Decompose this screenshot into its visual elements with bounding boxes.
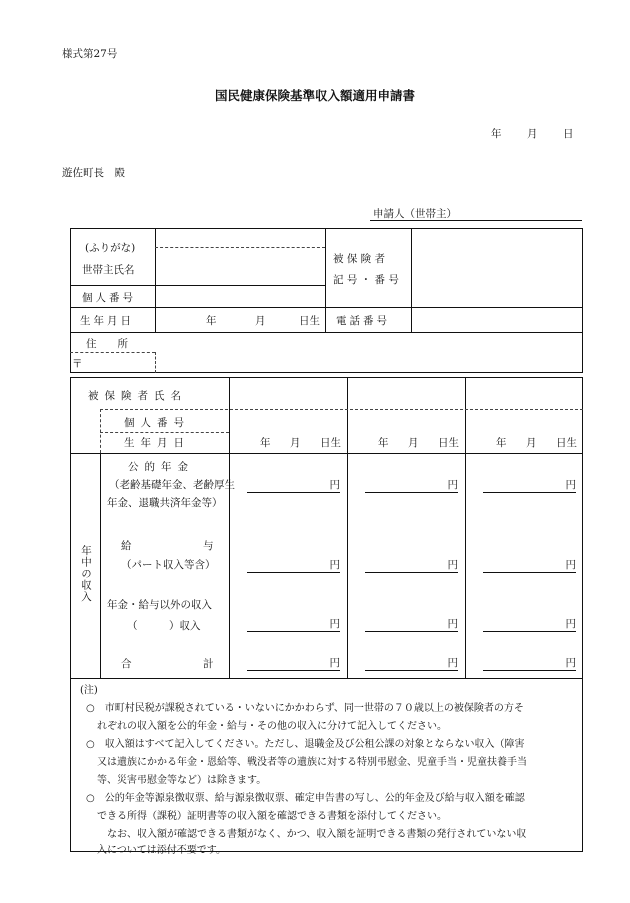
other-income-detail: （ ）収入 [127,620,201,632]
note-3-line-3: なお、収入額が確認できる書類がなく、かつ、収入額を証明できる書類の発行されていない収 [107,829,527,840]
salary-label-b: 与 [203,540,214,552]
birth-month[interactable]: 月 [255,315,266,327]
total-amount-1[interactable]: 円 [247,655,340,671]
salary-amount-2[interactable]: 円 [365,557,458,573]
pension-amount-1[interactable]: 円 [247,477,340,493]
date-year[interactable]: 年 [491,128,502,140]
personal-number-field[interactable] [156,287,324,306]
personal-number-label: 個人番号 [82,292,136,304]
head-name-field[interactable] [156,250,324,284]
total-label-b: 計 [203,658,214,670]
note-3-line-1: ○ 公的年金等源泉徴収票、給与源泉徴収票、確定申告書の写し、公的年金及び給与収入額を確認 [86,793,525,804]
insured-name-label: 被保険者氏名 [88,390,187,402]
pension-amount-3[interactable]: 円 [483,477,576,493]
birth-date-label: 生年月日 [80,315,134,327]
birth-day[interactable]: 日生 [299,315,320,327]
note-2-line-2: 又は遺族にかかる年金・恩給等、戦没者等の遺族に対する特別弔慰金、児童手当・児童扶養手当 [97,757,527,768]
salary-amount-1[interactable]: 円 [247,557,340,573]
addressee: 遊佐町長 殿 [62,167,125,179]
address-label: 住 所 [86,338,128,350]
pension-amount-2[interactable]: 円 [365,477,458,493]
insured-number-label-1: 被 保 険 者 [333,253,386,265]
annual-income-label: 年中の収入 [80,545,92,603]
form-number: 様式第27号 [62,48,118,60]
pension-label: 公的年金 [128,461,194,473]
total-amount-3[interactable]: 円 [483,655,576,671]
pension-detail-2: 年金、退職共済年金等） [107,497,223,509]
note-2-line-3: 等、災害弔慰金等など）は除きます。 [97,775,267,786]
note-2-line-1: ○ 収入額はすべて記入してください。ただし、退職金及び公租公課の対象とならない収入（障害 [86,739,525,750]
pension-detail-1: （老齢基礎年金、老齢厚生 [109,479,235,491]
phone-label: 電話番号 [336,315,390,327]
applicant-signature-line[interactable] [370,220,582,221]
total-label-a: 合 [121,658,132,670]
note-1-line-1: ○ 市町村民税が課税されている・いないにかかわらず、同一世帯の７０歳以上の被保険者の方そ [86,703,524,714]
note-3-line-2: できる所得（課税）証明書等の収入額を確認できる書類を添付してください。 [97,811,447,822]
lower-birth-date-label: 生年月日 [124,437,190,449]
phone-field[interactable] [412,309,582,331]
date-day[interactable]: 日 [563,128,574,140]
furigana-label: (ふりがな) [85,242,136,254]
insured-number-label-2: 記 号 ・ 番 号 [333,274,399,286]
other-income-label: 年金・給与以外の収入 [107,599,212,611]
salary-detail: （パート収入等含） [121,559,216,571]
page-title: 国民健康保険基準収入額適用申請書 [214,88,415,103]
insured-number-field[interactable] [412,229,582,306]
postal-mark: 〒 [72,358,83,370]
salary-amount-3[interactable]: 円 [483,557,576,573]
other-amount-1[interactable]: 円 [247,616,340,632]
birth-year[interactable]: 年 [206,315,217,327]
total-amount-2[interactable]: 円 [365,655,458,671]
note-3-line-4: 入については添付不要です。 [97,845,226,856]
other-amount-3[interactable]: 円 [483,616,576,632]
notes-heading: (注) [80,685,98,696]
head-name-label: 世帯主氏名 [82,264,135,276]
note-1-line-2: れぞれの収入額を公的年金・給与・その他の収入に分けて記入してください。 [97,721,447,732]
lower-personal-number-label: 個人番号 [124,417,190,429]
other-amount-2[interactable]: 円 [365,616,458,632]
address-field[interactable] [160,334,580,371]
date-month[interactable]: 月 [527,128,538,140]
salary-label-a: 給 [121,540,132,552]
applicant-label: 申請人（世帯主） [373,208,457,220]
